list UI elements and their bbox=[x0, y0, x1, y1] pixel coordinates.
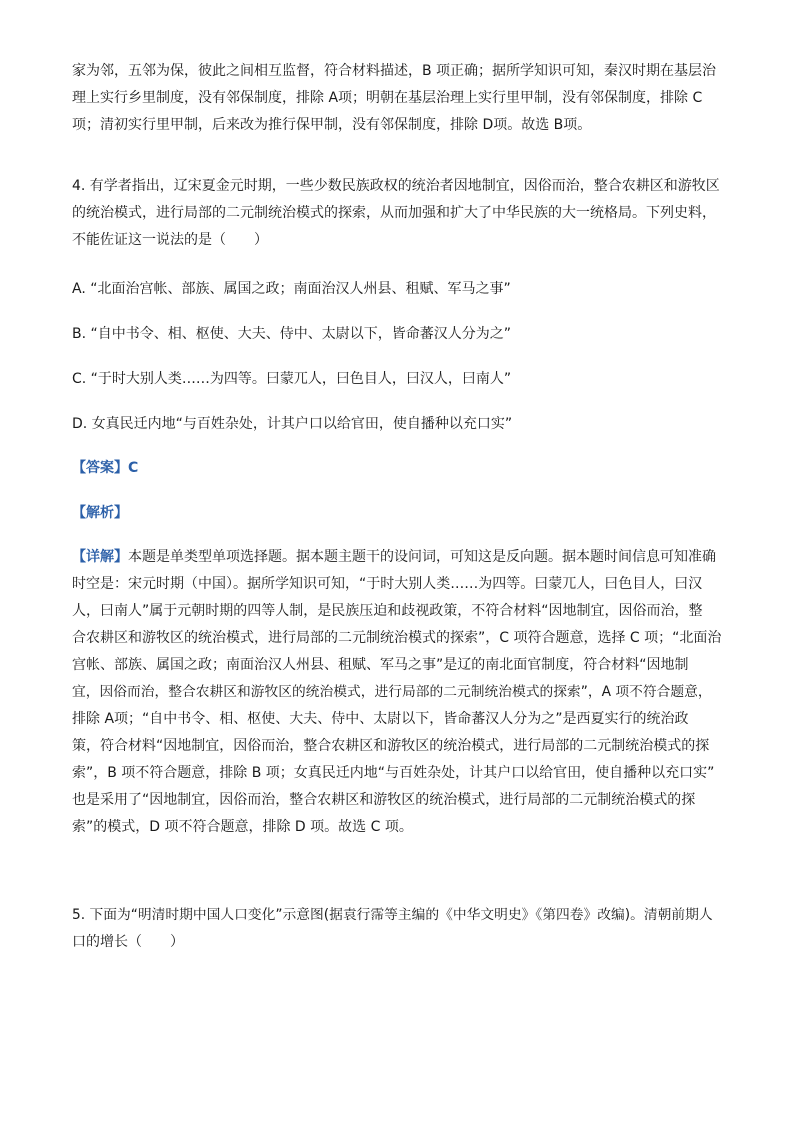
text-line: 宜，因俗而治，整合农耕区和游牧区的统治模式，进行局部的二元制统治模式的探索”，A 项不符合题意， bbox=[72, 684, 712, 700]
detail-label: 【详解】 bbox=[72, 549, 128, 565]
question-5-stem bbox=[72, 902, 722, 956]
option-c: C. “于时大别人类……为四等。曰蒙兀人，曰色目人，曰汉人，曰南人” bbox=[72, 371, 512, 387]
answer-label: 【答案】C bbox=[72, 460, 139, 476]
text-line: 宫帐、部族、属国之政；南面治汉人州县、租赋、军马之事”是辽的南北面官制度，符合材料“因地制 bbox=[72, 657, 689, 673]
prev-analysis-paragraph bbox=[72, 58, 722, 139]
text-line: 理上实行乡里制度，没有邻保制度，排除 A项；明朝在基层治理上实行里甲制，没有邻保制度，排除 C bbox=[72, 90, 703, 106]
analysis-label: 【解析】 bbox=[72, 505, 128, 521]
text-line: 口的增长（ ） bbox=[72, 934, 184, 950]
question-4-stem bbox=[72, 173, 722, 254]
text-line: 5. 下面为“明清时期中国人口变化”示意图(据袁行霈等主编的《中华文明史》《第四卷》改编)。清朝前期人 bbox=[72, 907, 713, 923]
text-line: 索”，B 项不符合题意，排除 B 项；女真民迁内地“与百姓杂处，计其户口以给官田，使自播种以充口实” bbox=[72, 765, 715, 781]
text-line: 索”的模式，D 项不符合题意，排除 D 项。故选 C 项。 bbox=[72, 819, 413, 835]
text-line: 项；清初实行里甲制，后来改为推行保甲制，没有邻保制度，排除 D项。故选 B项。 bbox=[72, 117, 592, 133]
text-line: 人，曰南人”属于元朝时期的四等人制，是民族压迫和歧视政策，不符合材料“因地制宜，因俗而治，整 bbox=[72, 603, 703, 619]
text-line: 时空是：宋元时期（中国）。据所学知识可知，“于时大别人类……为四等。曰蒙兀人，曰色目人，曰汉 bbox=[72, 576, 703, 592]
text-line: 策，符合材料“因地制宜，因俗而治，整合农耕区和游牧区的统治模式，进行局部的二元制统治模式的探 bbox=[72, 738, 710, 754]
option-d: D. 女真民迁内地“与百姓杂处，计其户口以给官田，使自播种以充口实” bbox=[72, 416, 513, 432]
detail-text: 本题是单类型单项选择题。据本题主题干的设问词，可知这是反向题。据本题时间信息可知准确 bbox=[128, 549, 716, 565]
text-line: 合农耕区和游牧区的统治模式，进行局部的二元制统治模式的探索”，C 项符合题意，选择 C 项；“北面治 bbox=[72, 630, 722, 646]
text-line: 排除 A项；“自中书令、相、枢使、大夫、侍中、太尉以下，皆命蕃汉人分为之”是西夏实行的统治政 bbox=[72, 711, 689, 727]
option-b: B. “自中书令、相、枢使、大夫、侍中、太尉以下，皆命蕃汉人分为之” bbox=[72, 326, 512, 342]
text-line bbox=[72, 544, 722, 571]
option-a: A. “北面治宫帐、部族、属国之政；南面治汉人州县、租赋、军马之事” bbox=[72, 281, 511, 297]
text-line: 不能佐证这一说法的是（ ） bbox=[72, 232, 268, 248]
detail-paragraph bbox=[72, 544, 722, 841]
text-line: 4. 有学者指出，辽宋夏金元时期，一些少数民族政权的统治者因地制宜，因俗而治，整合农耕区和游牧区 bbox=[72, 178, 720, 194]
text-line: 的统治模式，进行局部的二元制统治模式的探索，从而加强和扩大了中华民族的大一统格局。下列史料， bbox=[72, 205, 716, 221]
text-line: 家为邻，五邻为保，彼此之间相互监督，符合材料描述，B 项正确；据所学知识可知，秦汉时期在基层治 bbox=[72, 63, 717, 79]
text-line: 也是采用了“因地制宜，因俗而治，整合农耕区和游牧区的统治模式，进行局部的二元制统治模式的探 bbox=[72, 792, 696, 808]
